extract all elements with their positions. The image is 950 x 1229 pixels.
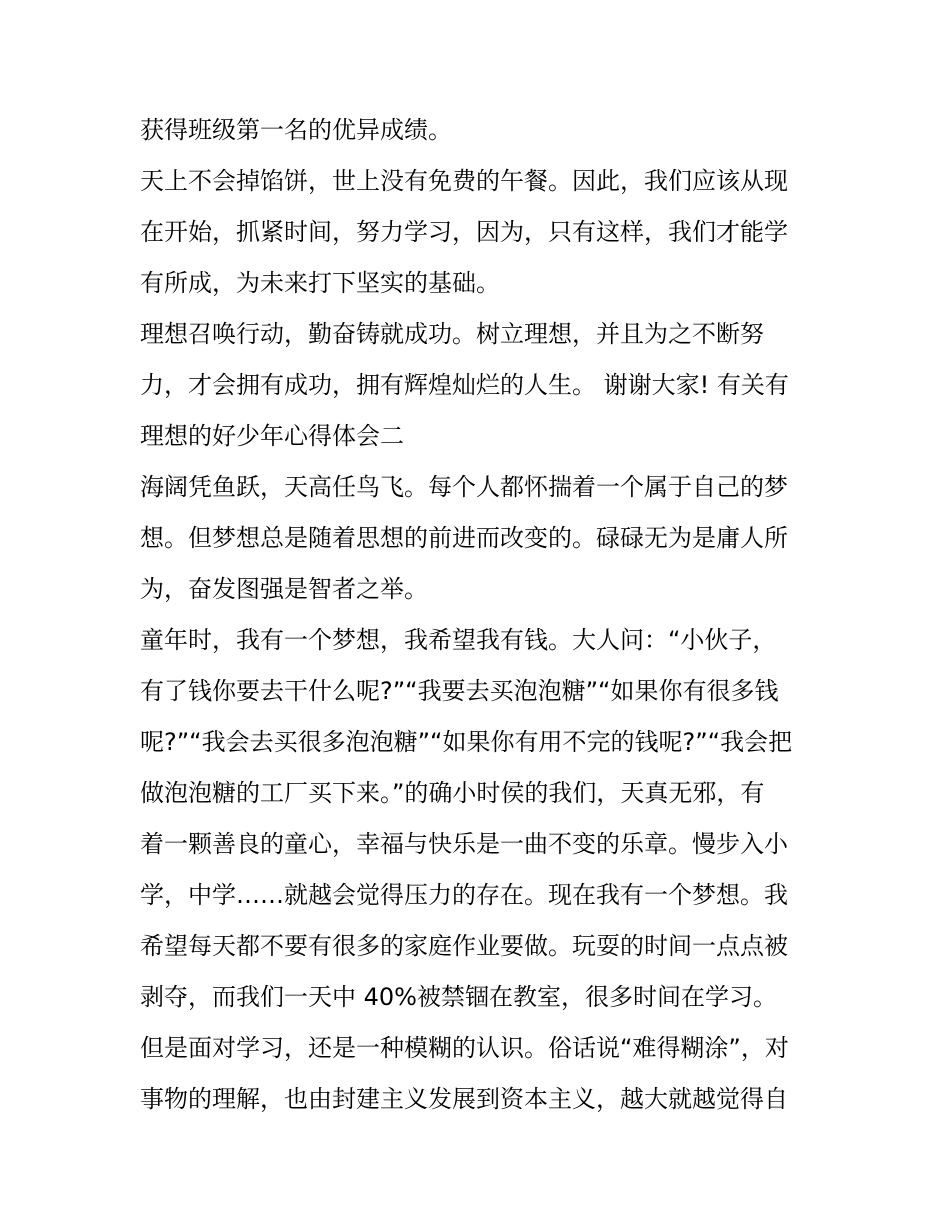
- text-line: 获得班级第一名的优异成绩。: [140, 116, 452, 144]
- text-line: 有所成，为未来打下坚实的基础。: [140, 269, 500, 297]
- text-line: 天上不会掉馅饼，世上没有免费的午餐。因此，我们应该从现: [140, 167, 788, 195]
- text-line: 但是面对学习，还是一种模糊的认识。俗话说“难得糊涂”，对: [140, 1034, 789, 1062]
- text-line: 着一颗善良的童心，幸福与快乐是一曲不变的乐章。慢步入小: [140, 830, 788, 858]
- text-line: 力，才会拥有成功，拥有辉煌灿烂的人生。 谢谢大家! 有关有: [140, 371, 789, 399]
- text-line: 事物的理解，也由封建主义发展到资本主义，越大就越觉得自: [140, 1085, 788, 1113]
- document-body: [140, 105, 812, 1125]
- text-line: 做泡泡糖的工厂买下来。”的确小时侯的我们，天真无邪，有: [140, 779, 765, 807]
- text-line: 希望每天都不要有很多的家庭作业要做。玩耍的时间一点点被: [140, 932, 788, 960]
- text-line: 海阔凭鱼跃，天高任鸟飞。每个人都怀揣着一个属于自己的梦: [140, 473, 788, 501]
- text-line: 剥夺，而我们一天中 40%被禁锢在教室，很多时间在学习。: [140, 983, 777, 1011]
- text-line: 理想召唤行动，勤奋铸就成功。树立理想，并且为之不断努: [140, 320, 764, 348]
- text-line: 有了钱你要去干什么呢?”“我要去买泡泡糖”“如果你有很多钱: [140, 677, 779, 705]
- text-line: 呢?”“我会去买很多泡泡糖”“如果你有用不完的钱呢?”“我会把: [140, 728, 793, 756]
- text-line: 在开始，抓紧时间，努力学习，因为，只有这样，我们才能学: [140, 218, 788, 246]
- text-line: 童年时，我有一个梦想，我希望我有钱。大人问：“小伙子，: [140, 626, 777, 654]
- text-line: 理想的好少年心得体会二: [140, 422, 404, 450]
- text-line: 学，中学……就越会觉得压力的存在。现在我有一个梦想。我: [140, 881, 788, 909]
- text-line: 想。但梦想总是随着思想的前进而改变的。碌碌无为是庸人所: [140, 524, 788, 552]
- text-line: 为，奋发图强是智者之举。: [140, 575, 428, 603]
